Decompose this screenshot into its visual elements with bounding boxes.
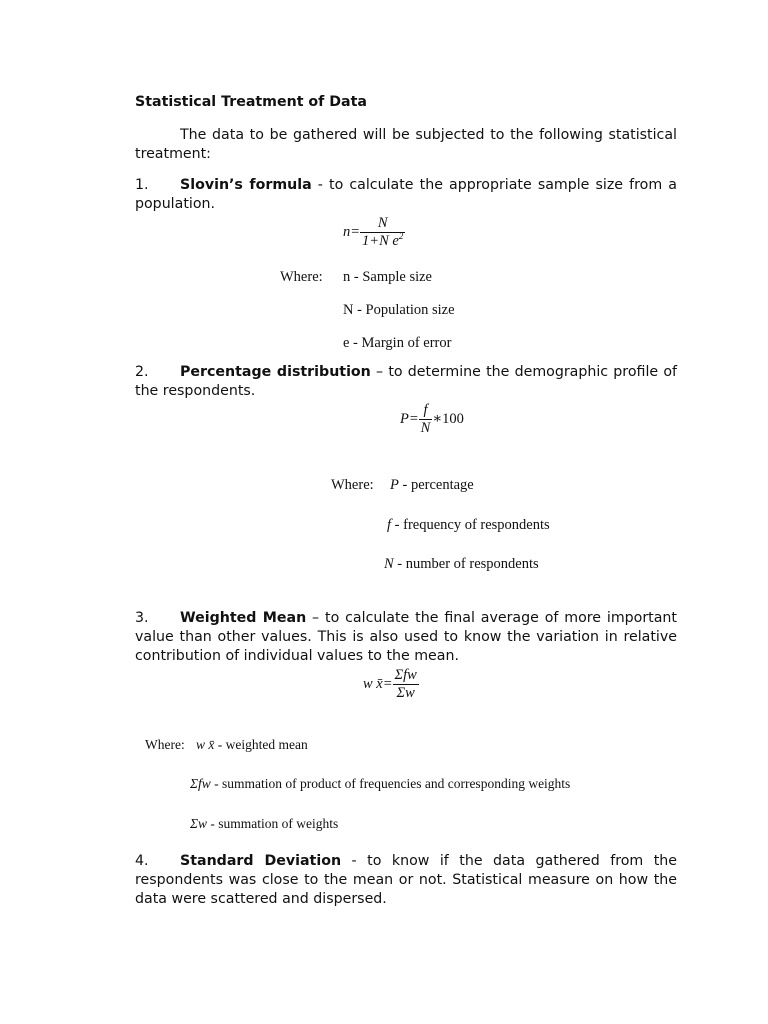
intro-paragraph: The data to be gathered will be subjected to the following statistical treatment: <box>135 127 677 162</box>
formula-numerator: N <box>360 216 405 233</box>
item-percentage-distribution <box>135 363 677 401</box>
item-term: Percentage distribution <box>180 364 371 380</box>
formula-exponent: 2 <box>398 231 404 241</box>
definition-margin-of-error: e - Margin of error <box>343 335 452 351</box>
item-slovins-formula <box>135 176 677 214</box>
item-number: 3. <box>135 610 149 626</box>
formula-lhs: n= <box>343 223 361 240</box>
definition-sample-size: n - Sample size <box>343 269 432 285</box>
formula-lhs: w x̄= <box>363 675 393 692</box>
weighted-mean-formula <box>363 668 419 701</box>
definition-frequency: f - frequency of respondents <box>387 517 550 533</box>
item-description: – to determine the demographic profile of the respondents. <box>135 364 678 399</box>
item-term: Standard Deviation <box>180 853 342 869</box>
item-weighted-mean <box>135 609 677 666</box>
formula-numerator: f <box>419 403 433 420</box>
formula-fraction <box>360 216 405 249</box>
formula-rhs: ∗100 <box>432 410 464 427</box>
definition-population-size: N - Population size <box>343 302 455 318</box>
formula-numerator: Σfw <box>394 667 417 683</box>
definition-number-of-respondents: N - number of respondents <box>384 556 539 572</box>
formula-fraction <box>419 403 433 436</box>
item-number: 4. <box>135 853 149 869</box>
percentage-formula <box>400 403 464 436</box>
item-description: – to calculate the final average of more important value than other values. This is also used to know the variation in relative contribution of individual values to the mean. <box>135 610 677 664</box>
item-number: 2. <box>135 364 149 380</box>
formula-denominator: N <box>420 420 431 436</box>
item-description: - to calculate the appropriate sample size from a population. <box>135 177 677 212</box>
where-label: Where: <box>280 269 323 285</box>
definition-weighted-mean: w x̄ - weighted mean <box>196 737 308 752</box>
definition-summation-product: Σfw - summation of product of frequencies and corresponding weights <box>190 776 571 791</box>
section-heading: Statistical Treatment of Data <box>135 94 367 110</box>
where-label: Where: <box>331 477 374 493</box>
item-number: 1. <box>135 177 149 193</box>
formula-denominator: 1+N $e^2$ <box>362 231 404 249</box>
formula-fraction <box>393 668 419 701</box>
formula-denominator: Σw <box>396 685 415 701</box>
item-term: Weighted Mean <box>180 610 307 626</box>
where-label: Where: <box>145 737 185 752</box>
item-term: Slovin’s formula <box>180 177 312 193</box>
formula-lhs: P= <box>400 410 419 427</box>
item-standard-deviation <box>135 852 677 909</box>
item-description: - to know if the data gathered from the respondents was close to the mean or not. Statistical measure on how the data were scattered and dispersed. <box>135 853 678 907</box>
definition-percentage: P - percentage <box>390 477 474 493</box>
definition-summation-weights: Σw - summation of weights <box>190 816 339 831</box>
slovin-formula <box>343 216 405 249</box>
